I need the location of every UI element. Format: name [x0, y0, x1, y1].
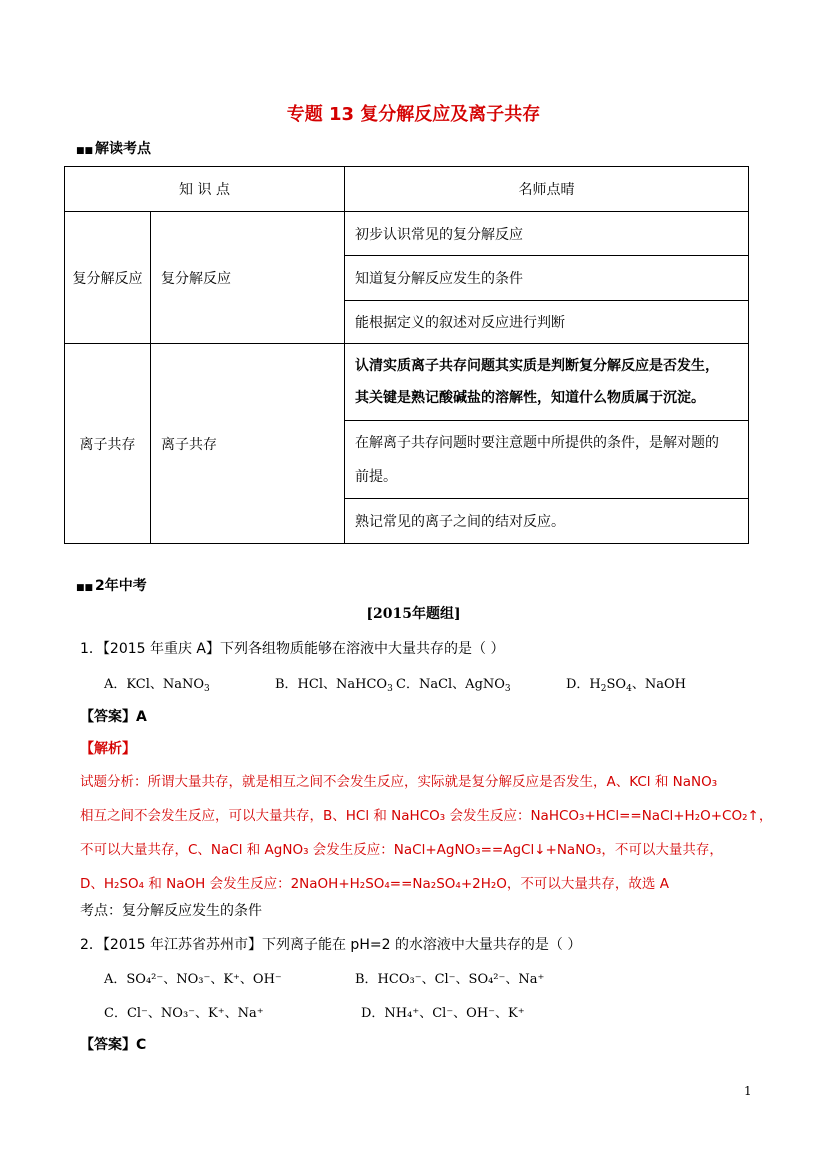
section-marker-icon: ■■ [76, 146, 94, 156]
section-label: 解读考点 [95, 141, 152, 157]
q1-option-a: A．KCl、NaNO$_3$ [104, 677, 210, 694]
q1-analysis-line: 试题分析：所谓大量共存，就是相互之间不会发生反应，实际就是复分解反应是否发生，A、KCl 和 NaNO₃ [80, 774, 718, 790]
table-header-tips: 名师点晴 [345, 167, 749, 212]
section-heading-kaodian [76, 138, 151, 158]
q2-option-d: D．NH₄⁺、Cl⁻、OH⁻、K⁺ [361, 1006, 525, 1021]
tip-cell: 知道复分解反应发生的条件 [345, 256, 749, 301]
tip-cell: 能根据定义的叙述对反应进行判断 [345, 301, 749, 344]
q1-analysis-line: 不可以大量共存，C、NaCl 和 AgNO₃ 会发生反应：NaCl+AgNO₃==AgCl↓+NaNO₃，不可以大量共存， [80, 842, 723, 858]
q1-answer: 【答案】A [80, 709, 147, 725]
page-number: 1 [744, 1084, 752, 1098]
tip-line: 其关键是熟记酸碱盐的溶解性，知道什么物质属于沉淀。 [355, 390, 705, 406]
category-cell: 离子共存 [65, 344, 151, 544]
topic-cell: 复分解反应 [151, 212, 345, 344]
q1-analysis-label: 【解析】 [80, 741, 136, 757]
q2-answer: 【答案】C [80, 1037, 147, 1053]
question-2-stem: 2．【2015 年江苏省苏州市】下列离子能在 pH=2 的水溶液中大量共存的是（ ） [80, 937, 582, 953]
q1-option-d: D．$H_2SO_4$、NaOH [566, 677, 686, 694]
section-label: 2年中考 [95, 578, 147, 594]
tip-line: 认清实质离子共存问题其实质是判断复分解反应是否发生， [355, 358, 719, 374]
tip-cell-bold [345, 344, 749, 421]
q1-option-c: C．NaCl、AgNO$_3$ [396, 677, 511, 694]
q1-option-b: B．HCl、NaHCO$_3$ [275, 677, 393, 694]
q1-analysis-line: 相互之间不会发生反应，可以大量共存，B、HCl 和 NaHCO₃ 会发生反应：NaHCO₃+HCl==NaCl+H₂O+CO₂↑， [80, 808, 773, 824]
tip-cell [345, 421, 749, 499]
q2-option-c: C．Cl⁻、NO₃⁻、K⁺、Na⁺ [104, 1006, 264, 1021]
tip-cell: 初步认识常见的复分解反应 [345, 212, 749, 256]
category-cell: 复分解反应 [65, 212, 151, 344]
section-heading-exams [76, 575, 147, 595]
topic-cell: 离子共存 [151, 344, 345, 544]
knowledge-table [64, 166, 749, 544]
page-title: 专题 13 复分解反应及离子共存 [286, 104, 541, 125]
q1-analysis-line: D、H₂SO₄ 和 NaOH 会发生反应：2NaOH+H₂SO₄==Na₂SO₄+2H₂O，不可以大量共存，故选 A [80, 876, 669, 892]
tip-line: 在解离子共存问题时要注意题中所提供的条件，是解对题的 [355, 434, 719, 451]
q2-option-a: A．SO₄²⁻、NO₃⁻、K⁺、OH⁻ [104, 972, 282, 987]
question-1-stem: 1．【2015 年重庆 A】下列各组物质能够在溶液中大量共存的是（ ） [80, 641, 505, 657]
tip-line: 前提。 [355, 468, 397, 485]
tip-cell: 熟记常见的离子之间的结对反应。 [345, 499, 749, 544]
section-marker-icon: ■■ [76, 583, 94, 593]
group-label: [2015年题组] [366, 606, 461, 622]
q1-kaodian: 考点：复分解反应发生的条件 [80, 903, 262, 919]
table-header-knowledge: 知 识 点 [65, 167, 345, 212]
q2-option-b: B．HCO₃⁻、Cl⁻、SO₄²⁻、Na⁺ [355, 972, 545, 987]
